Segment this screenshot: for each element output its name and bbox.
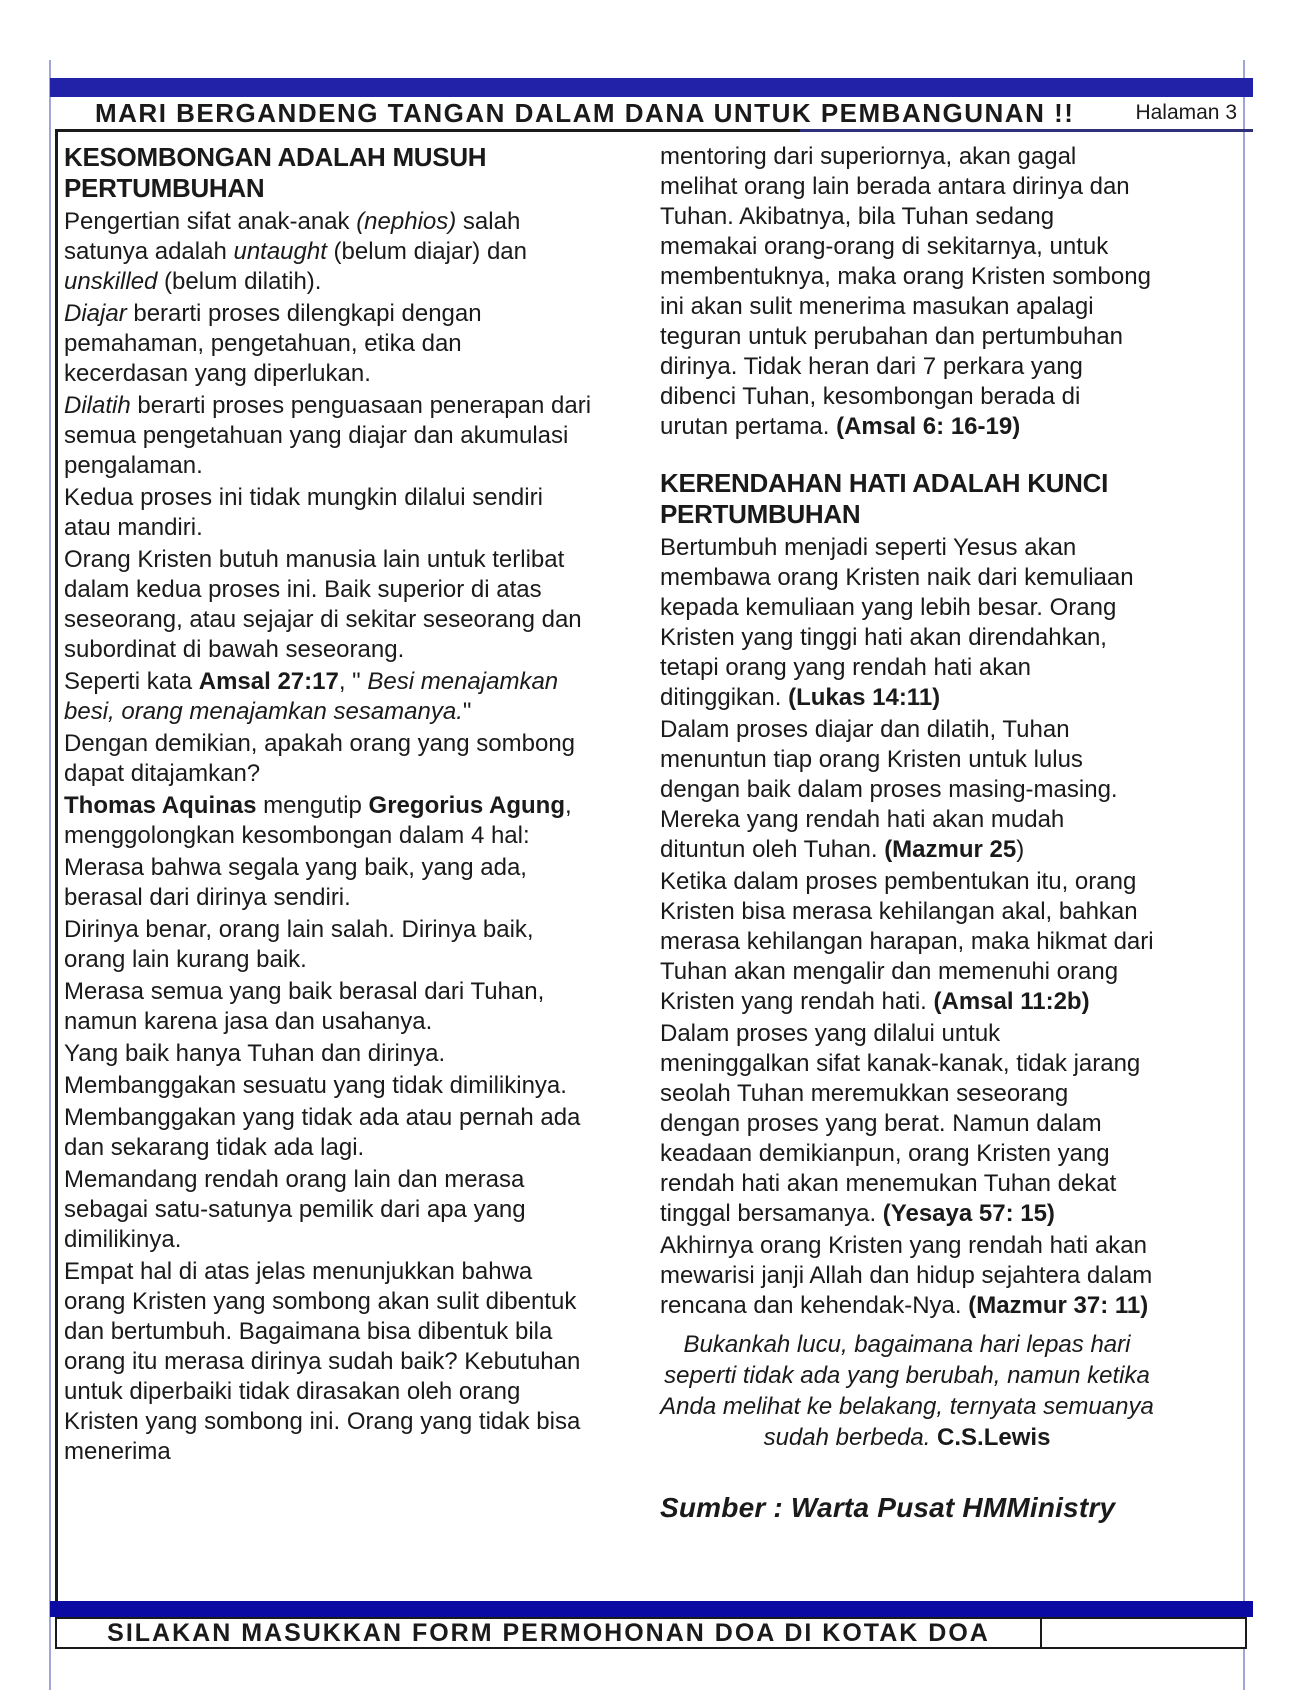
text-segment: (nephios)	[356, 208, 457, 235]
text-segment: unskilled	[64, 268, 158, 295]
text-segment: "	[462, 698, 472, 725]
left-column-paragraphs	[64, 207, 592, 1467]
page-header-title: MARI BERGANDENG TANGAN DALAM DANA UNTUK PEMBANGUNAN !!	[95, 98, 1075, 128]
text-segment: mentoring dari superiornya, akan gagal melihat orang lain berada antara dirinya dan Tuhan. Akibatnya, bila Tuhan sedang memakai orang-orang di sekitarnya, untuk membentuknya, maka orang Kristen sombong ini akan sulit menerima masukan apalagi teguran untuk perubahan dan pertumbuhan dirinya. Tidak heran dari 7 perkara yang dibenci Tuhan, kesombongan berada di urutan pertama.	[660, 143, 1151, 440]
text-segment: Dalam proses yang dilalui untuk meninggalkan sifat kanak-kanak, tidak jarang seolah Tuhan meremukkan seseorang dengan proses yang berat. Namun dalam keadaan demikianpun, orang Kristen yang rendah hati akan menemukan Tuhan dekat tinggal bersamanya.	[660, 1020, 1141, 1227]
paragraph	[64, 853, 592, 913]
text-segment: Memandang rendah orang lain dan merasa sebagai satu-satunya pemilik dari apa yang dimilikinya.	[64, 1166, 526, 1253]
paragraph	[660, 142, 1154, 442]
text-segment: , "	[338, 668, 368, 695]
text-segment: Yang baik hanya Tuhan dan dirinya.	[64, 1040, 446, 1067]
text-segment: C.S.Lewis	[937, 1424, 1051, 1451]
paragraph	[660, 533, 1154, 713]
footer-box	[55, 1617, 1247, 1649]
paragraph	[64, 299, 592, 389]
text-segment: Bukankah lucu, bagaimana hari lepas hari seperti tidak ada yang berubah, namun ketika Anda melihat ke belakang, ternyata semuanya sudah berbeda.	[660, 1331, 1154, 1451]
text-segment: Merasa bahwa segala yang baik, yang ada, berasal dari dirinya sendiri.	[64, 854, 527, 911]
paragraph	[64, 1039, 592, 1069]
text-segment: Diajar	[64, 300, 127, 327]
right-column	[660, 142, 1154, 1523]
text-segment: Membanggakan sesuatu yang tidak dimilikinya.	[64, 1072, 567, 1099]
text-segment: Empat hal di atas jelas menunjukkan bahwa orang Kristen yang sombong akan sulit dibentuk dan bertumbuh. Bagaimana bisa dibentuk bila orang itu merasa dirinya sudah baik? Kebutuhan untuk diperbaiki tidak dirasakan oleh orang Kristen yang sombong ini. Orang yang tidak bisa menerima	[64, 1258, 581, 1465]
text-segment: )	[1016, 836, 1025, 863]
content-left-border	[55, 131, 58, 1601]
paragraph	[660, 715, 1154, 865]
paragraph	[64, 729, 592, 789]
right-column-paragraphs	[660, 533, 1154, 1321]
text-segment: (Amsal 11:2b)	[933, 988, 1090, 1015]
text-segment: mengutip	[256, 792, 369, 819]
header-bar	[50, 78, 1253, 97]
text-segment: (Mazmur 25	[884, 836, 1017, 863]
paragraph	[64, 667, 592, 727]
text-segment: Seperti kata	[64, 668, 199, 695]
paragraph	[64, 791, 592, 851]
page-border-left	[49, 60, 51, 1690]
section-heading-kesombongan: KESOMBONGAN ADALAH MUSUH PERTUMBUHAN	[64, 142, 487, 203]
text-segment: Dilatih	[64, 392, 131, 419]
text-segment: Besi menajamkan besi, orang menajamkan sesamanya.	[64, 668, 559, 725]
paragraph	[64, 391, 592, 481]
header-rule-right	[800, 129, 1253, 132]
paragraph	[64, 915, 592, 975]
paragraph	[660, 867, 1154, 1017]
text-segment: untaught	[233, 238, 327, 265]
right-column-intro-paragraphs	[660, 142, 1154, 442]
footer-empty-cell	[1042, 1619, 1245, 1647]
source-line: Sumber : Warta Pusat HMMinistry	[660, 1492, 1116, 1523]
paragraph	[64, 1071, 592, 1101]
text-segment: (belum dilatih).	[157, 268, 322, 295]
text-segment: Bertumbuh menjadi seperti Yesus akan membawa orang Kristen naik dari kemuliaan kepada kemuliaan yang lebih besar. Orang Kristen yang tinggi hati akan direndahkan, tetapi orang yang rendah hati akan ditinggikan.	[660, 534, 1134, 711]
paragraph	[64, 483, 592, 543]
text-segment: Ketika dalam proses pembentukan itu, orang Kristen bisa merasa kehilangan akal, bahkan merasa kehilangan harapan, maka hikmat dari Tuhan akan mengalir dan memenuhi orang Kristen yang rendah hati.	[660, 868, 1154, 1015]
quote-cslewis	[660, 1329, 1154, 1453]
text-segment: berarti proses dilengkapi dengan pemahaman, pengetahuan, etika dan kecerdasan yang diperlukan.	[64, 300, 482, 387]
text-segment: Merasa semua yang baik berasal dari Tuhan, namun karena jasa dan usahanya.	[64, 978, 545, 1035]
text-segment: (belum diajar) dan	[326, 238, 527, 265]
text-segment: Pengertian sifat anak-anak	[64, 208, 357, 235]
text-segment: Amsal 27:17	[198, 668, 339, 695]
text-segment: (Yesaya 57: 15)	[882, 1200, 1055, 1227]
paragraph	[64, 207, 592, 297]
text-segment: Akhirnya orang Kristen yang rendah hati akan mewarisi janji Allah dan hidup sejahtera dalam rencana dan kehendak-Nya.	[660, 1232, 1153, 1319]
text-segment: salah satunya adalah	[64, 208, 521, 265]
header-rule-left	[55, 129, 800, 132]
text-segment: (Lukas 14:11)	[788, 684, 941, 711]
paragraph	[64, 1165, 592, 1255]
text-segment: Thomas Aquinas	[64, 792, 257, 819]
footer-text: SILAKAN MASUKKAN FORM PERMOHONAN DOA DI KOTAK DOA	[107, 1618, 990, 1647]
left-column	[64, 142, 592, 1469]
paragraph	[64, 545, 592, 665]
text-segment: berarti proses penguasaan penerapan dari semua pengetahuan yang diajar dan akumulasi pengalaman.	[64, 392, 592, 479]
footer-bar	[50, 1601, 1253, 1617]
text-segment: Dirinya benar, orang lain salah. Dirinya baik, orang lain kurang baik.	[64, 916, 534, 973]
text-segment: , menggolongkan kesombongan dalam 4 hal:	[64, 792, 572, 849]
paragraph	[64, 1257, 592, 1467]
text-segment: Dengan demikian, apakah orang yang sombong dapat ditajamkan?	[64, 730, 576, 787]
paragraph	[64, 977, 592, 1037]
text-segment: Membanggakan yang tidak ada atau pernah ada dan sekarang tidak ada lagi.	[64, 1104, 581, 1161]
text-segment: Gregorius Agung	[368, 792, 565, 819]
text-segment: Kedua proses ini tidak mungkin dilalui sendiri atau mandiri.	[64, 484, 543, 541]
page-border-right	[1243, 60, 1245, 1690]
text-segment: Orang Kristen butuh manusia lain untuk terlibat dalam kedua proses ini. Baik superior di atas seseorang, atau sejajar di sekitar seseorang dan subordinat di bawah seseorang.	[64, 546, 582, 663]
paragraph	[660, 1231, 1154, 1321]
page-number: Halaman 3	[1135, 101, 1237, 124]
paragraph	[64, 1103, 592, 1163]
text-segment: (Amsal 6: 16-19)	[836, 413, 1021, 440]
text-segment: Dalam proses diajar dan dilatih, Tuhan menuntun tiap orang Kristen untuk lulus dengan baik dalam proses masing-masing. Mereka yang rendah hati akan mudah dituntun oleh Tuhan.	[660, 716, 1118, 863]
text-segment: (Mazmur 37: 11)	[968, 1292, 1149, 1319]
paragraph	[660, 1019, 1154, 1229]
section-heading-kerendahan: KERENDAHAN HATI ADALAH KUNCI PERTUMBUHAN	[660, 468, 1109, 529]
